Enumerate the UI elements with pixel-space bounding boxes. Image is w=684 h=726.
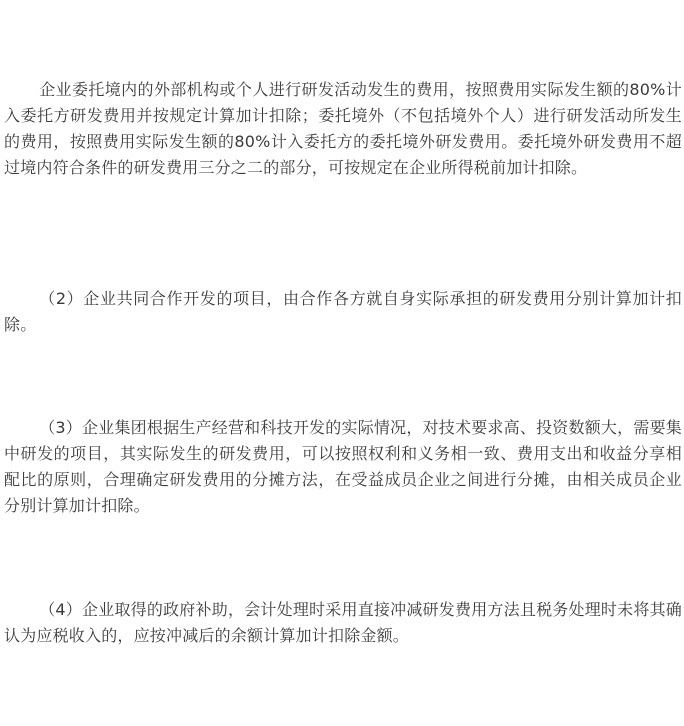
paragraph-government-subsidy: （4）企业取得的政府补助，会计处理时采用直接冲减研发费用方法且税务处理时未将其确认为应税收入的，应按冲减后的余额计算加计扣除金额。 bbox=[4, 600, 682, 645]
paragraph-entrusted-rd: 企业委托境内的外部机构或个人进行研发活动发生的费用，按照费用实际发生额的80%计入委托方研发费用并按规定计算加计扣除；委托境外（不包括境外个人）进行研发活动所发生的费用，按照费用实际发生额的80%计入委托方的委托境外研发费用。委托境外研发费用不超过境内符合条件的研发费用三分之二的部分，可按规定在企业所得税前加计扣除。 bbox=[4, 80, 682, 177]
paragraph-group-centralized-rd: （3）企业集团根据生产经营和科技开发的实际情况，对技术要求高、投资数额大，需要集中研发的项目，其实际发生的研发费用，可以按照权利和义务相一致、费用支出和收益分享相配比的原则，合理确定研发费用的分摊方法，在受益成员企业之间进行分摊，由相关成员企业分别计算加计扣除。 bbox=[4, 418, 682, 515]
paragraph-joint-development: （2）企业共同合作开发的项目，由合作各方就自身实际承担的研发费用分别计算加计扣除。 bbox=[4, 289, 682, 334]
